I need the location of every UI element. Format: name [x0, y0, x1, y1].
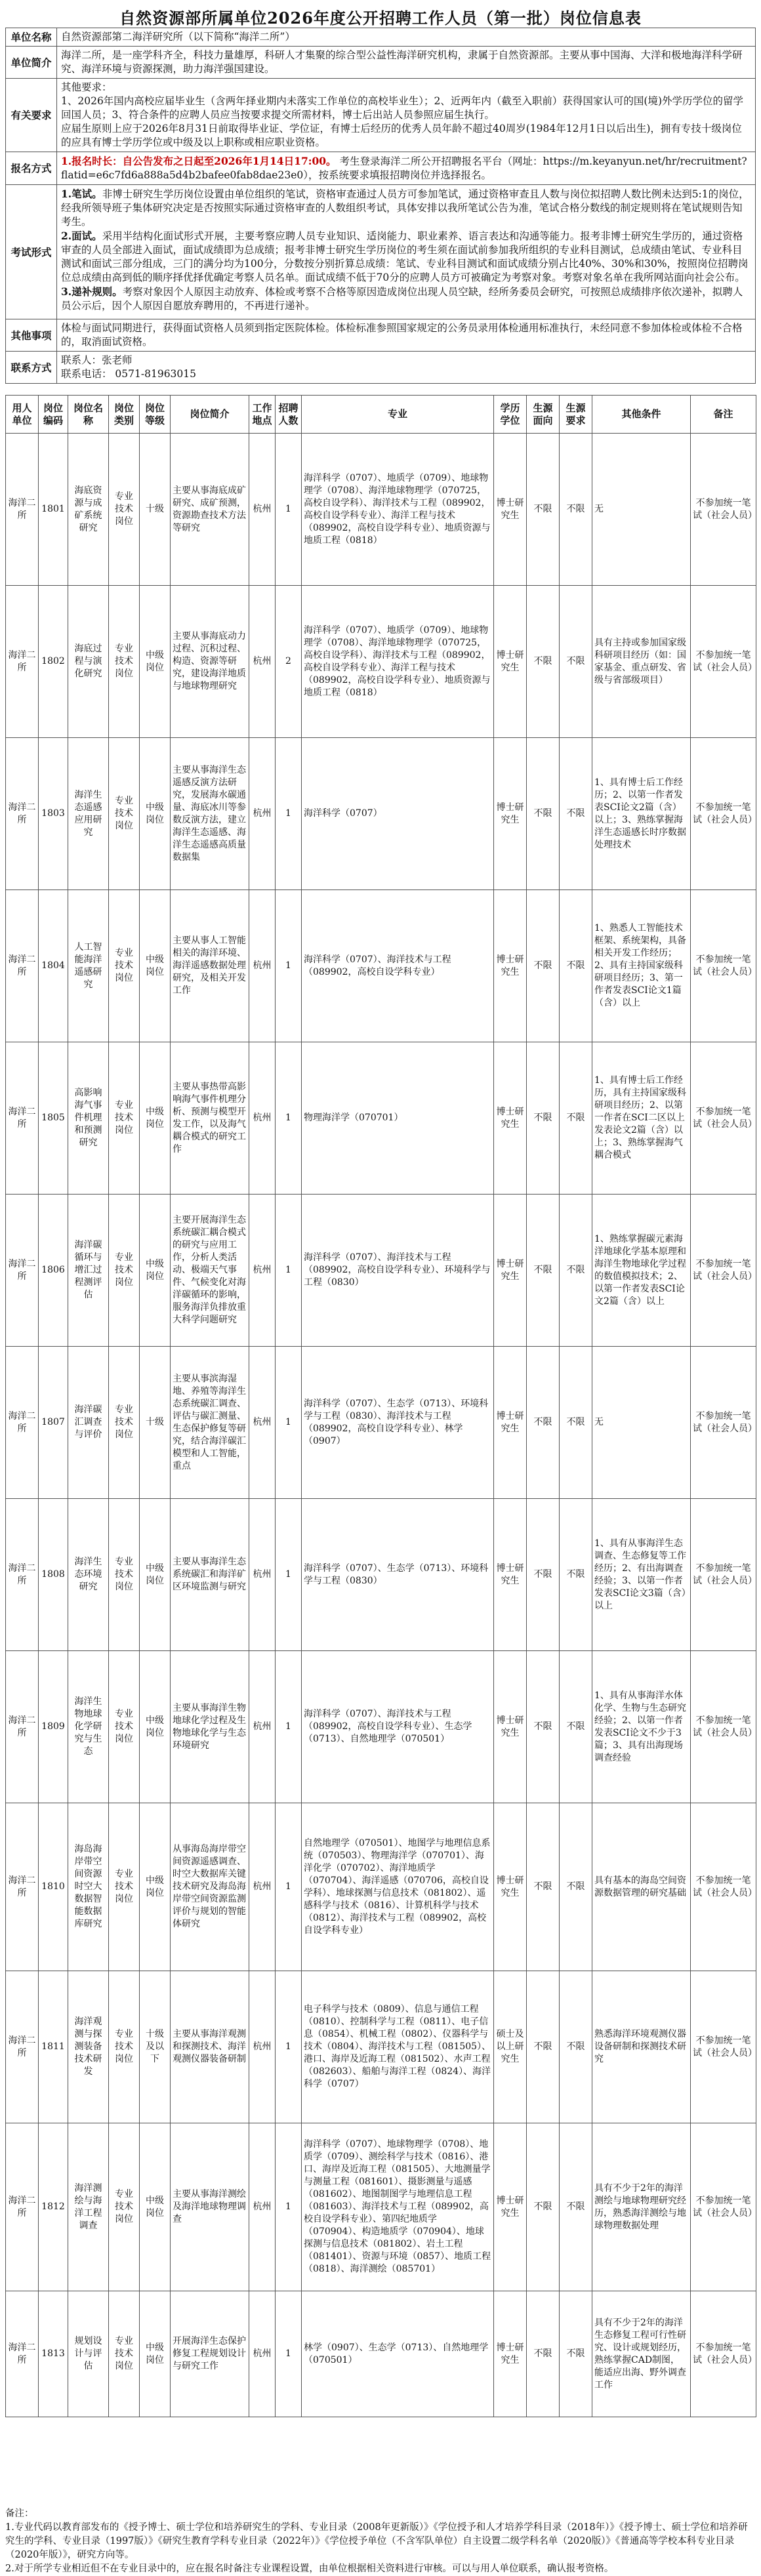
signup-text: 考生登录海洋二所公开招聘报名平台（网址：https://m.keyanyun.net/hr/recruitment?flatid=e6c7fd6a888a5d4b2bafee0fab8dae23e0），按系统要求填报招聘岗位并选择报名。: [61, 155, 747, 181]
contact-label: 联系方式: [6, 352, 57, 384]
intro-cell: 主要从事海洋测绘及海洋地球物理调查: [171, 2123, 249, 2291]
requirements-line: 其他要求：: [61, 81, 112, 93]
table-row: [6, 586, 756, 738]
unit-info-table: [5, 28, 756, 384]
table-row: [6, 434, 756, 586]
category-cell: 专业技术岗位: [109, 434, 140, 586]
header-cell: 生源面向: [527, 396, 560, 434]
location-cell: 杭州: [249, 2123, 276, 2291]
degree-cell: 博士研究生: [494, 1499, 527, 1651]
unit-cell: 海洋二所: [6, 2291, 39, 2417]
position-name-cell: 海洋碳循环与增汇过程测评估: [68, 1195, 109, 1347]
headcount-cell: 1: [276, 1499, 302, 1651]
remark-cell: 不参加统一笔试（社会人员）: [691, 586, 756, 738]
footnotes-label: 备注：: [5, 2508, 34, 2519]
intro-cell: 主要从事海洋观测和探测技术、海洋观测仪器装备研制: [171, 1971, 249, 2123]
table-header-row: [6, 396, 756, 434]
header-cell: 岗位类别: [109, 396, 140, 434]
major-cell: 海洋科学（0707）、生态学（0713）、环境科学与工程（0830）: [302, 1499, 494, 1651]
major-cell: 林学（0907）、生态学（0713）、自然地理学（070501）: [302, 2291, 494, 2417]
unit-cell: 海洋二所: [6, 1499, 39, 1651]
conditions-cell: 具有基本的海岛空间资源数据管理的研究基础: [592, 1803, 691, 1971]
conditions-cell: 1、具有从事海洋水体化学、生物与生态研究经验；2、以第一作者发表SCI论文不少于3篇；3、具有出海现场调查经验: [592, 1651, 691, 1803]
table-row: [6, 1042, 756, 1195]
conditions-cell: 1、熟练掌握碳元素海洋地球化学基本原理和海洋生物地球化学过程的数值模拟技术；2、以第一作者发表SCI论文2篇（含）以上: [592, 1195, 691, 1347]
code-cell: 1805: [39, 1042, 68, 1195]
degree-cell: 博士研究生: [494, 1195, 527, 1347]
signup-method: [57, 152, 756, 185]
location-cell: 杭州: [249, 434, 276, 586]
category-cell: 专业技术岗位: [109, 2123, 140, 2291]
unit-cell: 海洋二所: [6, 2123, 39, 2291]
code-cell: 1802: [39, 586, 68, 738]
requirements-label: 有关要求: [6, 79, 57, 152]
category-cell: 专业技术岗位: [109, 586, 140, 738]
conditions-cell: 具有主持或参加国家级科研项目经历（如：国家基金、重点研发、省级与省部级项目）: [592, 586, 691, 738]
conditions-cell: 无: [592, 1347, 691, 1499]
position-name-cell: 海洋测绘与海洋工程调查: [68, 2123, 109, 2291]
header-cell: 生源要求: [560, 396, 592, 434]
source-cell: 不限: [527, 1803, 560, 1971]
level-cell: 中级岗位: [140, 2123, 171, 2291]
code-cell: 1810: [39, 1803, 68, 1971]
category-cell: 专业技术岗位: [109, 1195, 140, 1347]
source-req-cell: 不限: [560, 586, 592, 738]
source-cell: 不限: [527, 1651, 560, 1803]
remark-cell: 不参加统一笔试（社会人员）: [691, 434, 756, 586]
header-cell: 备注: [691, 396, 756, 434]
source-req-cell: 不限: [560, 1347, 592, 1499]
header-cell: 其他条件: [592, 396, 691, 434]
level-cell: 中级岗位: [140, 1651, 171, 1803]
location-cell: 杭州: [249, 1195, 276, 1347]
position-name-cell: 海洋生态遥感应用研究: [68, 738, 109, 890]
intro-cell: 开展海洋生态保护修复工程规划设计与研究工作: [171, 2291, 249, 2417]
intro-cell: 主要从事热带高影响海气事件机理分析、预测与模型开发工作，以及海气耦合模式的研究工作: [171, 1042, 249, 1195]
exam-form: [57, 185, 756, 319]
location-cell: 杭州: [249, 1803, 276, 1971]
category-cell: 专业技术岗位: [109, 1803, 140, 1971]
header-cell: 岗位编码: [39, 396, 68, 434]
category-cell: 专业技术岗位: [109, 890, 140, 1042]
exam-item-written: 1.笔试。非博士研究生学历岗位设置由单位组织的笔试，资格审查通过人员方可参加笔试，通过资格审查且人数与岗位拟招聘人数比例未达到5:1的岗位，经我所领导班子集体研究决定是否按照实际通过资格审查的人数组织考试，具体安排以我所笔试公告为准，笔试合格分数线的制定规则将在笔试规则告知考生。: [61, 188, 749, 228]
degree-cell: 博士研究生: [494, 1651, 527, 1803]
table-row: [6, 1347, 756, 1499]
level-cell: 中级岗位: [140, 1042, 171, 1195]
exam-item-interview: 2.面试。采用半结构化面试形式开展，主要考察应聘人员专业知识、适岗能力、职业素养、语言表达和沟通等能力。报考非博士研究生学历的，通过资格审查的人员全部进入面试，面试成绩即为总成绩；报考非博士研究生学历岗位的考生须在面试前参加我所组织的专业科目测试，总成绩由笔试、专业科目测试和面试三部分组成，三门的满分均为100分，分数按分别折算总成绩：笔试、专业科目测试和面试成绩分别占比40%、30%和30%，按照岗位招聘岗位总成绩由高到低的顺序择优择优确定考察人员名单。面试成绩不低于70分的应聘人员方可被确定为考察对象。考察对象名单在我所网站面向社会公布。: [61, 230, 749, 283]
footnotes: [5, 2507, 756, 2576]
code-cell: 1806: [39, 1195, 68, 1347]
requirements: [57, 79, 756, 152]
code-cell: 1812: [39, 2123, 68, 2291]
source-cell: 不限: [527, 434, 560, 586]
degree-cell: 博士研究生: [494, 738, 527, 890]
source-req-cell: 不限: [560, 1042, 592, 1195]
category-cell: 专业技术岗位: [109, 2291, 140, 2417]
table-row: [6, 1195, 756, 1347]
signup-deadline: 1.报名时长：自公告发布之日起至2026年1月14日17:00。: [61, 155, 337, 167]
location-cell: 杭州: [249, 1347, 276, 1499]
source-cell: 不限: [527, 2291, 560, 2417]
level-cell: 十级: [140, 1347, 171, 1499]
unit-cell: 海洋二所: [6, 1347, 39, 1499]
conditions-cell: 熟悉海洋环境观测仪器设备研制和探测技术研究: [592, 1971, 691, 2123]
position-name-cell: 海洋生物地球化学研究与生态: [68, 1651, 109, 1803]
unit-cell: 海洋二所: [6, 738, 39, 890]
conditions-cell: 具有不少于2年的海洋生态修复工程可行性研究、设计或规划经历，熟练掌握CAD制图，能适应出海、野外调查工作: [592, 2291, 691, 2417]
intro-cell: 主要从事人工智能相关的海洋环境、海洋遥感数据处理研究，及相关开发工作: [171, 890, 249, 1042]
category-cell: 专业技术岗位: [109, 1042, 140, 1195]
source-cell: 不限: [527, 890, 560, 1042]
unit-cell: 海洋二所: [6, 434, 39, 586]
source-cell: 不限: [527, 1499, 560, 1651]
unit-cell: 海洋二所: [6, 586, 39, 738]
position-name-cell: 高影响海气事件机理和预测研究: [68, 1042, 109, 1195]
major-cell: 物理海洋学（070701）: [302, 1042, 494, 1195]
exam-item-substitute: 3.递补规则。考察对象因个人原因主动放弃、体检或考察不合格等原因造成岗位出现人员空缺，经所务委员会研究，可按照总成绩排序依次递补，拟聘人员公示后，因个人原因自愿放弃聘用的，不再进行递补。: [61, 285, 743, 312]
degree-cell: 硕士及以上研究生: [494, 1971, 527, 2123]
requirements-line: 应届生原则上应于2026年8月31日前取得毕业证、学位证，有博士后经历的优秀人员年龄不超过40周岁(1984年12月1日以后出生)，拥有专技十级岗位的应具有博士学历学位或中级及以上职称或相应职业资格。: [61, 123, 742, 148]
table-row: [6, 2123, 756, 2291]
table-row: [6, 890, 756, 1042]
headcount-cell: 1: [276, 1971, 302, 2123]
major-cell: 海洋科学（0707）、地球物理学（0708）、地质学（0709）、测绘科学与技术（0816）、港口、海岸及近海工程（081505）、大地测量学与测量工程（081601）、摄影测量与遥感（081602）、地图制图学与地理信息工程（081603）、海洋技术与工程（089902，高校自设学科专业）、第四纪地质学（070904）、构造地质学（070904）、地球探测与信息技术（081802）、岩土工程（081401）、资源与环境（0857）、地质工程（0818）、海洋测绘（085701）: [302, 2123, 494, 2291]
intro-cell: 主要从事滨海湿地、养殖等海洋生态系统碳汇调查、评估与碳汇测量、生态保护修复等研究，结合海洋碳汇模型和人工智能，重点: [171, 1347, 249, 1499]
header-cell: 岗位简介: [171, 396, 249, 434]
major-cell: 海洋科学（0707）、地质学（0709）、地球物理学（0708）、海洋地球物理学（070725，高校自设学科）、海洋技术与工程（089902，高校自设学科专业）、海洋工程与技术（089902，高校自设学科专业）、地质资源与地质工程（0818）: [302, 434, 494, 586]
remark-cell: 不参加统一笔试（社会人员）: [691, 1042, 756, 1195]
location-cell: 杭州: [249, 1042, 276, 1195]
location-cell: 杭州: [249, 890, 276, 1042]
exam-label: 考试形式: [6, 185, 57, 319]
table-row: [6, 1651, 756, 1803]
position-name-cell: 海洋碳汇调查与评价: [68, 1347, 109, 1499]
source-req-cell: 不限: [560, 1651, 592, 1803]
degree-cell: 博士研究生: [494, 1042, 527, 1195]
level-cell: 中级岗位: [140, 890, 171, 1042]
remark-cell: 不参加统一笔试（社会人员）: [691, 1499, 756, 1651]
other-matters: 体检与面试同期进行，获得面试资格人员须到指定医院体检。体检标准参照国家规定的公务员录用体检通用标准执行，未经同意不参加体检或体检不合格的，取消面试资格。: [57, 319, 756, 352]
degree-cell: 博士研究生: [494, 434, 527, 586]
unit-name-label: 单位名称: [6, 28, 57, 47]
page-title: 自然资源部所属单位2026年度公开招聘工作人员（第一批）岗位信息表: [119, 9, 642, 28]
level-cell: 中级岗位: [140, 1499, 171, 1651]
header-cell: 岗位等级: [140, 396, 171, 434]
headcount-cell: 1: [276, 1347, 302, 1499]
headcount-cell: 1: [276, 1042, 302, 1195]
code-cell: 1804: [39, 890, 68, 1042]
remark-cell: 不参加统一笔试（社会人员）: [691, 738, 756, 890]
degree-cell: 博士研究生: [494, 1803, 527, 1971]
major-cell: 海洋科学（0707）、海洋技术与工程（089902，高校自设学科专业）、生态学（0713）、自然地理学（070501）: [302, 1651, 494, 1803]
unit-cell: 海洋二所: [6, 1651, 39, 1803]
degree-cell: 博士研究生: [494, 890, 527, 1042]
source-req-cell: 不限: [560, 2291, 592, 2417]
headcount-cell: 1: [276, 1651, 302, 1803]
headcount-cell: 2: [276, 586, 302, 738]
conditions-cell: 1、具有博士后工作经历；2、以第一作者发表SCI论文2篇（含）以上；3、熟练掌握海洋生态遥感长时序数据处理技术: [592, 738, 691, 890]
position-name-cell: 人工智能海洋遥感研究: [68, 890, 109, 1042]
conditions-cell: 具有不少于2年的海洋测绘与地球物理研究经历，熟悉海洋测绘与地球物理数据处理: [592, 2123, 691, 2291]
intro-cell: 主要从事海洋生态系统碳汇和海洋矿区环境监测与研究: [171, 1499, 249, 1651]
headcount-cell: 1: [276, 2291, 302, 2417]
intro-cell: 主要从事海底成矿研究、成矿预测，资源勘查技术方法等研究: [171, 434, 249, 586]
contact-info: [57, 352, 756, 384]
unit-intro: 海洋二所，是一座学科齐全，科技力量雄厚，科研人才集聚的综合型公益性海洋研究机构，隶属于自然资源部。主要从事中国海、大洋和极地海洋科学研究、海洋环境与资源探测，助力海洋强国建设。: [57, 47, 756, 79]
unit-cell: 海洋二所: [6, 1971, 39, 2123]
table-row: [6, 1803, 756, 1971]
category-cell: 专业技术岗位: [109, 1347, 140, 1499]
position-name-cell: 海洋生态环境研究: [68, 1499, 109, 1651]
source-cell: 不限: [527, 2123, 560, 2291]
position-name-cell: 海岛海岸带空间资源时空大数据智能数据库研究: [68, 1803, 109, 1971]
level-cell: 中级岗位: [140, 1195, 171, 1347]
code-cell: 1803: [39, 738, 68, 890]
code-cell: 1809: [39, 1651, 68, 1803]
unit-cell: 海洋二所: [6, 1803, 39, 1971]
source-req-cell: 不限: [560, 1803, 592, 1971]
major-cell: 海洋科学（0707）、生态学（0713）、环境科学与工程（0830）、海洋技术与工程（089902，高校自设学科专业）、林学（0907）: [302, 1347, 494, 1499]
level-cell: 中级岗位: [140, 1803, 171, 1971]
unit-cell: 海洋二所: [6, 1195, 39, 1347]
source-req-cell: 不限: [560, 2123, 592, 2291]
intro-cell: 主要从事海洋生态遥感反演方法研究，发展海水碳通量、海底冰川等参数反演方法，建立海洋生态遥感、海洋生态遥感高质量数据集: [171, 738, 249, 890]
remark-cell: 不参加统一笔试（社会人员）: [691, 2123, 756, 2291]
intro-cell: 从事海岛海岸带空间资源遥感调查、时空大数据库关键技术研究及海岛海岸带空间资源监测评价与规划的智能体研究: [171, 1803, 249, 1971]
location-cell: 杭州: [249, 1499, 276, 1651]
header-cell: 用人单位: [6, 396, 39, 434]
degree-cell: 博士研究生: [494, 2123, 527, 2291]
code-cell: 1813: [39, 2291, 68, 2417]
source-req-cell: 不限: [560, 890, 592, 1042]
source-cell: 不限: [527, 1347, 560, 1499]
major-cell: 海洋科学（0707）、海洋技术与工程（089902，高校自设学科专业）: [302, 890, 494, 1042]
table-row: [6, 1971, 756, 2123]
intro-cell: 主要从事海洋生物地球化学过程及生物地球化学与生态环境研究: [171, 1651, 249, 1803]
headcount-cell: 1: [276, 434, 302, 586]
degree-cell: 博士研究生: [494, 2291, 527, 2417]
level-cell: 中级岗位: [140, 586, 171, 738]
degree-cell: 博士研究生: [494, 586, 527, 738]
code-cell: 1811: [39, 1971, 68, 2123]
conditions-cell: 1、具有博士后工作经历，具有主持国家级科研项目经历；2、以第一作者在SCI二区以上发表论文2篇（含）以上；3、熟练掌握海气耦合模式: [592, 1042, 691, 1195]
remark-cell: 不参加统一笔试（社会人员）: [691, 1971, 756, 2123]
position-name-cell: 海洋观测与探测装备技术研发: [68, 1971, 109, 2123]
positions-table: [5, 395, 756, 2417]
code-cell: 1801: [39, 434, 68, 586]
table-row: [6, 738, 756, 890]
level-cell: 中级岗位: [140, 738, 171, 890]
requirements-line: 1、2026年国内高校应届毕业生（含两年择业期内未落实工作单位的高校毕业生）；2、近两年内（截至入职前）获得国家认可的国(境)外学历学位的留学回国人员；3、符合条件的应聘人员应当按要求提交所需材料，博士后出站人员参照应届生执行。: [61, 95, 744, 121]
header-cell: 专业: [302, 396, 494, 434]
unit-intro-label: 单位简介: [6, 47, 57, 79]
header-cell: 学历学位: [494, 396, 527, 434]
remark-cell: 不参加统一笔试（社会人员）: [691, 2291, 756, 2417]
position-name-cell: 海底过程与演化研究: [68, 586, 109, 738]
major-cell: 电子科学与技术（0809）、信息与通信工程（0810）、控制科学与工程（0811）、电子信息（0854）、机械工程（0802）、仪器科学与技术（0804）、海洋技术与工程（081505）、港口、海岸及近海工程（081502）、水声工程（082603）、船舶与海洋工程（0824）、海洋科学（0707）: [302, 1971, 494, 2123]
headcount-cell: 1: [276, 2123, 302, 2291]
source-cell: 不限: [527, 738, 560, 890]
contact-person: 联系人：张老师: [61, 354, 133, 366]
level-cell: 十级及以下: [140, 1971, 171, 2123]
headcount-cell: 1: [276, 890, 302, 1042]
headcount-cell: 1: [276, 1195, 302, 1347]
other-label: 其他事项: [6, 319, 57, 352]
level-cell: 十级: [140, 434, 171, 586]
position-name-cell: 海底资源与成矿系统研究: [68, 434, 109, 586]
unit-name: 自然资源部第二海洋研究所（以下简称“海洋二所”）: [57, 28, 756, 47]
intro-cell: 主要开展海洋生态系统碳汇耦合模式的研究与应用工作，分析人类活动、极端天气事件、气候变化对海洋碳循环的影响，服务海洋负排放重大科学问题研究: [171, 1195, 249, 1347]
category-cell: 专业技术岗位: [109, 1651, 140, 1803]
position-name-cell: 规划设计与评估: [68, 2291, 109, 2417]
code-cell: 1808: [39, 1499, 68, 1651]
remark-cell: 不参加统一笔试（社会人员）: [691, 890, 756, 1042]
headcount-cell: 1: [276, 1803, 302, 1971]
location-cell: 杭州: [249, 1971, 276, 2123]
category-cell: 专业技术岗位: [109, 738, 140, 890]
source-req-cell: 不限: [560, 434, 592, 586]
source-cell: 不限: [527, 1042, 560, 1195]
header-cell: 招聘人数: [276, 396, 302, 434]
intro-cell: 主要从事海底动力过程、沉积过程、构造、资源等研究，建设海洋地质与地球物理研究: [171, 586, 249, 738]
major-cell: 海洋科学（0707）、地质学（0709）、地球物理学（0708）、海洋地球物理学（070725，高校自设学科）、海洋技术与工程（089902，高校自设学科专业）、海洋工程与技术（089902，高校自设学科专业）、地质资源与地质工程（0818）: [302, 586, 494, 738]
remark-cell: 不参加统一笔试（社会人员）: [691, 1803, 756, 1971]
remark-cell: 不参加统一笔试（社会人员）: [691, 1195, 756, 1347]
header-cell: 岗位名称: [68, 396, 109, 434]
level-cell: 中级岗位: [140, 2291, 171, 2417]
source-req-cell: 不限: [560, 1195, 592, 1347]
source-req-cell: 不限: [560, 738, 592, 890]
major-cell: 自然地理学（070501）、地图学与地理信息系统（070503）、物理海洋学（070701）、海洋化学（070702）、海洋地质学（070704）、海洋遥感（070706，高校自设学科）、地球探测与信息技术（081802）、遥感科学与技术（0816）、计算机科学与技术（0812）、海洋技术与工程（089902，高校自设学科专业）: [302, 1803, 494, 1971]
footnote-line: 2.对于所学专业相近但不在专业目录中的，应在报名时备注专业课程设置，由单位根据相关资料进行审核。可以与用人单位联系，确认报考资格。: [5, 2564, 614, 2574]
major-cell: 海洋科学（0707）、海洋技术与工程（089902，高校自设学科专业）、环境科学与工程（0830）: [302, 1195, 494, 1347]
conditions-cell: 无: [592, 434, 691, 586]
source-cell: 不限: [527, 1971, 560, 2123]
degree-cell: 博士研究生: [494, 1347, 527, 1499]
signup-label: 报名方式: [6, 152, 57, 185]
footnote-line: 1.专业代码以教育部发布的《授予博士、硕士学位和培养研究生的学科、专业目录（2008年更新版）》《学位授予和人才培养学科目录（2018年）》《授予博士、硕士学位和培养研究生的学科、专业目录（1997版）》《研究生教育学科专业目录（2022年）》《学位授予单位（不含军队单位）自主设置二级学科名单（2020版）》《普通高等学校本科专业目录（2020年版）》，研究方向等。: [5, 2522, 748, 2560]
remark-cell: 不参加统一笔试（社会人员）: [691, 1347, 756, 1499]
table-row: [6, 1499, 756, 1651]
contact-phone: 联系电话： 0571-81963015: [61, 368, 197, 380]
category-cell: 专业技术岗位: [109, 1971, 140, 2123]
unit-cell: 海洋二所: [6, 1042, 39, 1195]
conditions-cell: 1、熟悉人工智能技术框架、系统架构，具备相关开发工作经历；2、具有主持国家级科研项目经历；3、第一作者发表SCI论文1篇（含）以上: [592, 890, 691, 1042]
location-cell: 杭州: [249, 2291, 276, 2417]
code-cell: 1807: [39, 1347, 68, 1499]
remark-cell: 不参加统一笔试（社会人员）: [691, 1651, 756, 1803]
conditions-cell: 1、具有从事海洋生态调查、生态修复等工作经历；2、有出海调查经验；3、以第一作者发表SCI论文3篇（含）以上: [592, 1499, 691, 1651]
headcount-cell: 1: [276, 738, 302, 890]
major-cell: 海洋科学（0707）: [302, 738, 494, 890]
header-cell: 工作地点: [249, 396, 276, 434]
source-cell: 不限: [527, 1195, 560, 1347]
location-cell: 杭州: [249, 738, 276, 890]
category-cell: 专业技术岗位: [109, 1499, 140, 1651]
location-cell: 杭州: [249, 586, 276, 738]
source-cell: 不限: [527, 586, 560, 738]
source-req-cell: 不限: [560, 1971, 592, 2123]
unit-cell: 海洋二所: [6, 890, 39, 1042]
location-cell: 杭州: [249, 1651, 276, 1803]
source-req-cell: 不限: [560, 1499, 592, 1651]
table-row: [6, 2291, 756, 2417]
